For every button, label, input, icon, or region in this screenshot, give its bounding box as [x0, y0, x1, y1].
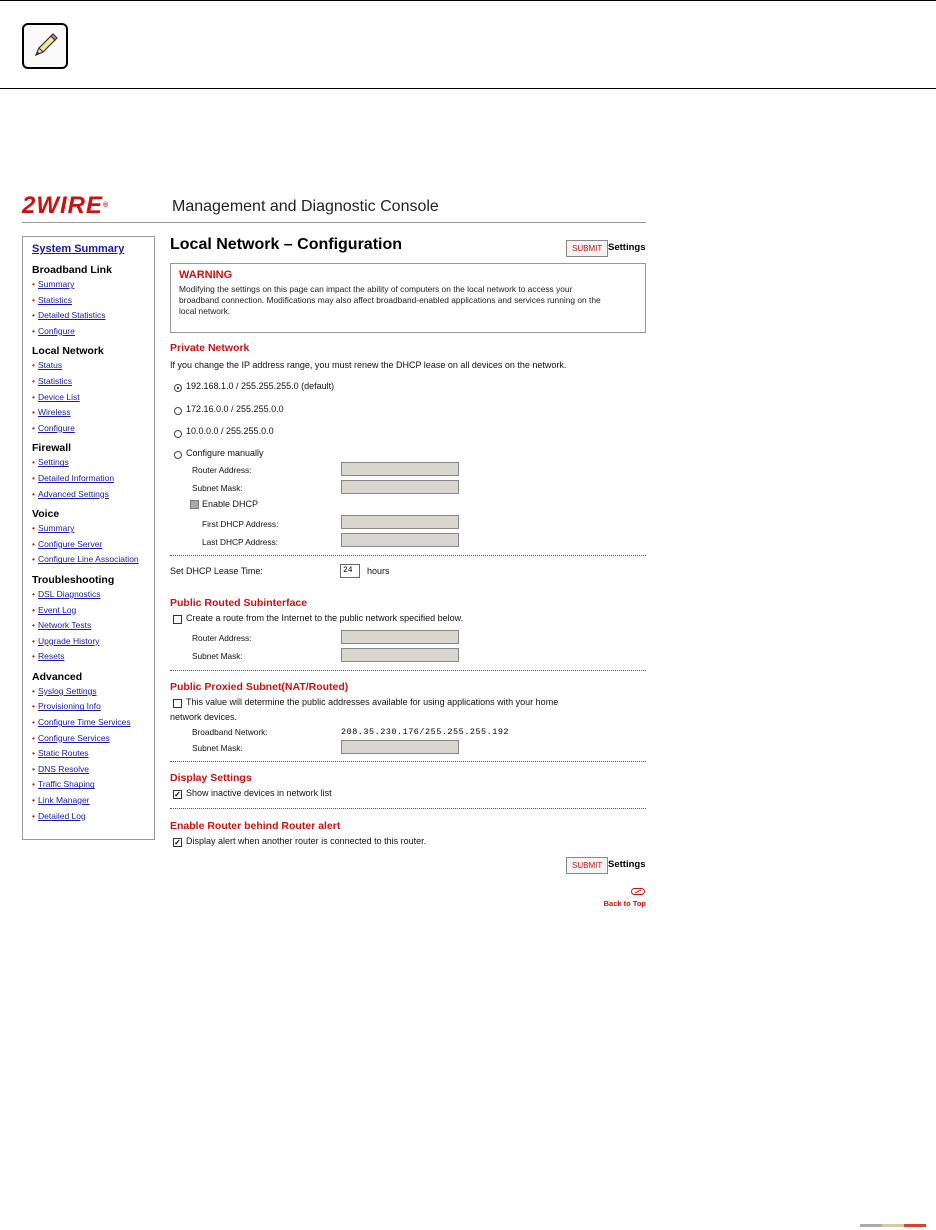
routed-router-address-input[interactable] [341, 630, 459, 644]
sidebar-item-syslog-settings[interactable]: • Syslog Settings [32, 684, 154, 700]
sidebar-item-detailed-log[interactable]: • Detailed Log [32, 809, 154, 825]
warning-text: Modifying the settings on this page can impact the ability of computers on the local network to access your broadband connection. Modifications may also affect broadband-enabled applications and services running on the local network. [179, 284, 601, 316]
sidebar-item-dsl-diagnostics[interactable]: • DSL Diagnostics [32, 587, 154, 603]
last-dhcp-label: Last DHCP Address: [202, 537, 278, 547]
sidebar-section-title: Troubleshooting [32, 573, 115, 586]
sidebar-item-detailed-information[interactable]: • Detailed Information [32, 471, 154, 487]
router-alert-heading: Enable Router behind Router alert [170, 820, 341, 832]
sidebar-item-configure-time-services[interactable]: • Configure Time Services [32, 715, 154, 731]
radio-10-0-label: 10.0.0.0 / 255.255.0.0 [186, 426, 274, 436]
routed-subinterface-label: Create a route from the Internet to the public network specified below. [186, 613, 464, 623]
sidebar-item-traffic-shaping[interactable]: • Traffic Shaping [32, 777, 154, 793]
lease-time-label: Set DHCP Lease Time: [170, 566, 263, 576]
enable-dhcp-label: Enable DHCP [202, 499, 259, 509]
pencil-note-icon [22, 23, 68, 69]
radio-172-16[interactable] [174, 407, 182, 415]
broadband-network-value: 208.35.230.176/255.255.255.192 [341, 727, 510, 737]
show-inactive-label: Show inactive devices in network list [186, 788, 332, 798]
sidebar-item-link-manager[interactable]: • Link Manager [32, 793, 154, 809]
sidebar-item-configure[interactable]: • Configure [32, 324, 154, 340]
display-settings-heading: Display Settings [170, 772, 252, 784]
page-title: Local Network – Configuration [170, 236, 403, 253]
radio-192-168-label: 192.168.1.0 / 255.255.255.0 (default) [186, 381, 335, 391]
routed-subnet-mask-input[interactable] [341, 648, 459, 662]
sidebar-item-device-list[interactable]: • Device List [32, 390, 154, 406]
broadband-network-label: Broadband Network: [192, 727, 268, 737]
router-alert-checkbox[interactable]: ✓ [174, 838, 181, 847]
sidebar-item-dns-resolve[interactable]: • DNS Resolve [32, 762, 154, 778]
routed-subinterface-heading: Public Routed Subinterface [170, 597, 308, 609]
proxied-subnet-mask-label: Subnet Mask: [192, 743, 243, 753]
sidebar-item-summary[interactable]: • Summary [32, 277, 154, 293]
sidebar-section-title: Broadband Link [32, 264, 112, 276]
warning-box [170, 263, 646, 333]
footer-bar-red [904, 1224, 926, 1227]
radio-10-0[interactable] [174, 430, 182, 438]
proxied-subnet-label-1: This value will determine the public addresses available for using applications with your home [186, 697, 559, 707]
radio-192-168[interactable] [174, 384, 182, 392]
divider [170, 555, 646, 556]
sidebar-item-statistics[interactable]: • Statistics [32, 293, 154, 309]
proxied-subnet-label-2: network devices. [170, 712, 238, 722]
proxied-subnet-checkbox[interactable] [173, 699, 182, 708]
radio-172-16-label: 172.16.0.0 / 255.255.0.0 [186, 404, 284, 414]
divider [170, 761, 646, 762]
sidebar-item-resets[interactable]: • Resets [32, 649, 154, 665]
router-address-label: Router Address: [192, 465, 252, 475]
private-network-desc: If you change the IP address range, you must renew the DHCP lease on all devices on the network. [170, 360, 567, 370]
back-to-top-icon [631, 888, 645, 895]
sidebar-item-settings[interactable]: • Settings [32, 455, 154, 471]
routed-subinterface-checkbox[interactable] [173, 615, 182, 624]
enable-dhcp-checkbox[interactable] [190, 500, 199, 509]
submit-button-top[interactable]: SUBMIT [566, 240, 608, 257]
sidebar-item-event-log[interactable]: • Event Log [32, 603, 154, 619]
subnet-mask-input[interactable] [341, 480, 459, 494]
console-title: Management and Diagnostic Console [172, 198, 439, 215]
sidebar-item-configure[interactable]: • Configure [32, 421, 154, 437]
sidebar-section-title: Firewall [32, 442, 72, 455]
sidebar-item-wireless[interactable]: • Wireless [32, 405, 154, 421]
sidebar-item-status[interactable]: • Status [32, 358, 154, 374]
proxied-subnet-mask-input[interactable] [341, 740, 459, 754]
back-to-top-link[interactable]: Back to Top [603, 899, 646, 908]
routed-router-address-label: Router Address: [192, 633, 252, 643]
sidebar-item-configure-line-association[interactable]: • Configure Line Association [32, 552, 154, 568]
show-inactive-checkbox[interactable]: ✓ [174, 790, 181, 799]
sidebar-nav [22, 236, 155, 840]
router-address-input[interactable] [341, 462, 459, 476]
first-dhcp-input[interactable] [341, 515, 459, 529]
sidebar-item-statistics[interactable]: • Statistics [32, 374, 154, 390]
last-dhcp-input[interactable] [341, 533, 459, 547]
settings-label-bottom: Settings [608, 859, 646, 870]
sidebar-item-network-tests[interactable]: • Network Tests [32, 618, 154, 634]
divider [170, 808, 646, 809]
footer-bar-gray [860, 1224, 882, 1227]
warning-title: WARNING [179, 269, 233, 281]
brand-logo: 2WIRE® [22, 192, 110, 219]
radio-configure-manually-label: Configure manually [186, 448, 264, 458]
sidebar-item-advanced-settings[interactable]: • Advanced Settings [32, 487, 154, 503]
sidebar-item-static-routes[interactable]: • Static Routes [32, 746, 154, 762]
settings-label-top: Settings [608, 242, 646, 253]
sidebar-section-title: Voice [32, 508, 60, 521]
proxied-subnet-heading: Public Proxied Subnet(NAT/Routed) [170, 681, 349, 693]
top-rule [0, 0, 936, 1]
subnet-mask-label: Subnet Mask: [192, 483, 243, 493]
divider [170, 670, 646, 671]
submit-button-bottom[interactable]: SUBMIT [566, 857, 608, 874]
router-alert-label: Display alert when another router is connected to this router. [186, 836, 427, 846]
private-network-heading: Private Network [170, 342, 250, 354]
footer-bar-tan [882, 1224, 904, 1227]
sidebar-item-configure-server[interactable]: • Configure Server [32, 537, 154, 553]
routed-subnet-mask-label: Subnet Mask: [192, 651, 243, 661]
lease-time-input[interactable]: 24 [340, 564, 360, 578]
sidebar-section-title: Advanced [32, 670, 83, 683]
lease-time-unit: hours [367, 566, 390, 576]
sidebar-item-provisioning-info[interactable]: • Provisioning Info [32, 699, 154, 715]
sidebar-item-summary[interactable]: • Summary [32, 521, 154, 537]
sidebar-system-summary[interactable]: System Summary [32, 243, 125, 255]
sidebar-item-upgrade-history[interactable]: • Upgrade History [32, 634, 154, 650]
radio-configure-manually[interactable] [174, 451, 182, 459]
console-rule [22, 222, 646, 223]
sidebar-item-detailed-statistics[interactable]: • Detailed Statistics [32, 308, 154, 324]
sidebar-section-title: Local Network [32, 345, 104, 358]
sidebar-item-configure-services[interactable]: • Configure Services [32, 731, 154, 747]
first-dhcp-label: First DHCP Address: [202, 519, 279, 529]
note-bottom-rule [0, 88, 936, 89]
